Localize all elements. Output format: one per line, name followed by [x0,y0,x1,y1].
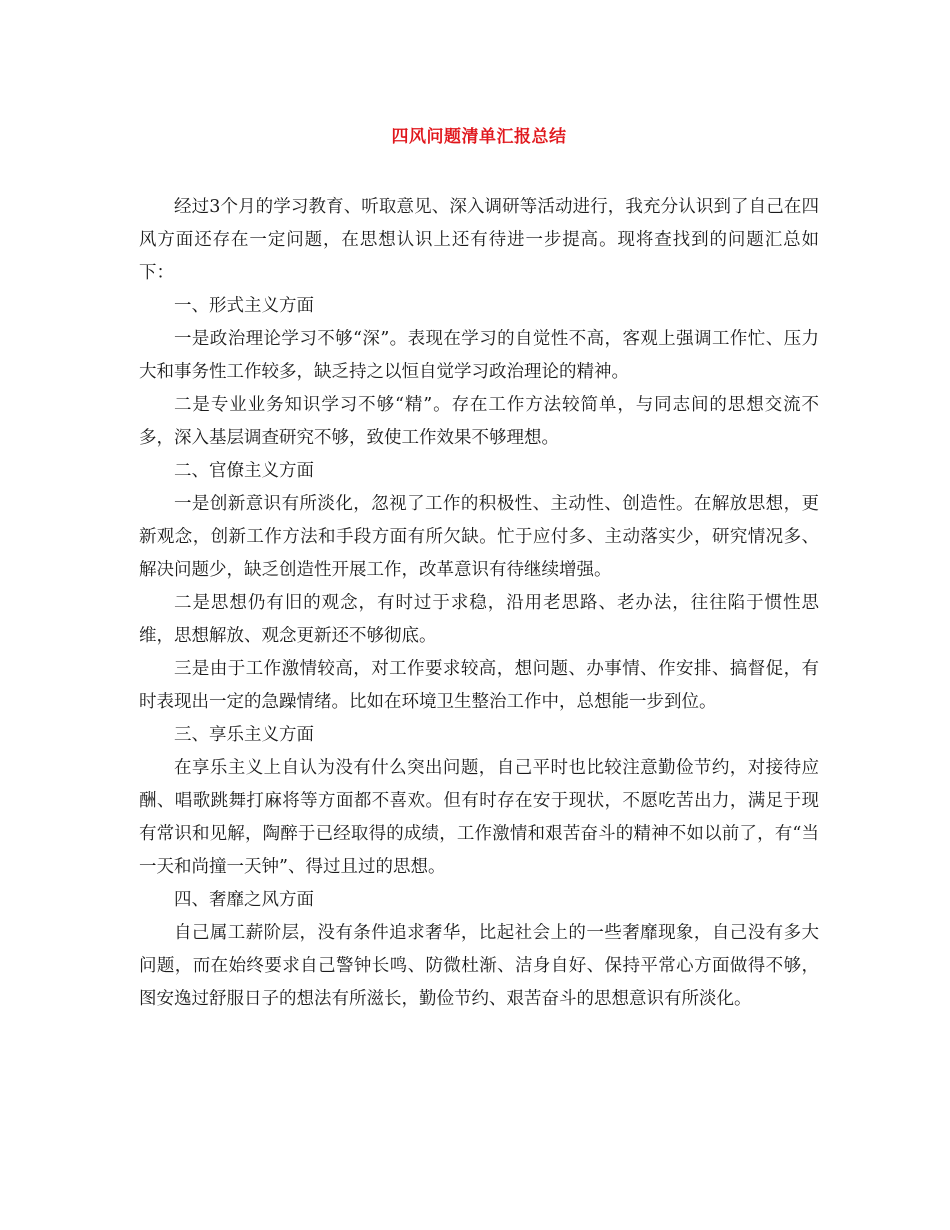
section-heading-extravagance: 四、奢靡之风方面 [174,890,314,910]
section-heading-hedonism: 三、享乐主义方面 [174,725,314,745]
document-body [139,191,819,1016]
intro-paragraph: 经过3个月的学习教育、听取意见、深入调研等活动进行，我充分认识到了自己在四风方面还存在一定问题，在思想认识上还有待进一步提高。现将查找到的问题汇总如下： [139,197,819,283]
paragraph: 一是创新意识有所淡化，忽视了工作的积极性、主动性、创造性。在解放思想，更新观念，创新工作方法和手段方面有所欠缺。忙于应付多、主动落实少，研究情况多、解决问题少，缺乏创造性开展工作，改革意识有待继续增强。 [139,494,819,580]
paragraph: 自己属工薪阶层，没有条件追求奢华，比起社会上的一些奢靡现象，自己没有多大问题，而在始终要求自己警钟长鸣、防微杜渐、洁身自好、保持平常心方面做得不够，图安逸过舒服日子的想法有所滋长，勤俭节约、艰苦奋斗的思想意识有所淡化。 [139,923,819,1009]
paragraph: 二是专业业务知识学习不够“精”。存在工作方法较简单，与同志间的思想交流不多，深入基层调查研究不够，致使工作效果不够理想。 [139,395,819,448]
paragraph: 一是政治理论学习不够“深”。表现在学习的自觉性不高，客观上强调工作忙、压力大和事务性工作较多，缺乏持之以恒自觉学习政治理论的精神。 [139,329,819,382]
document-title: 四风问题清单汇报总结 [391,127,567,147]
paragraph: 三是由于工作激情较高，对工作要求较高，想问题、办事情、作安排、搞督促，有时表现出一定的急躁情绪。比如在环境卫生整治工作中，总想能一步到位。 [139,659,819,712]
section-heading-formalism: 一、形式主义方面 [174,296,314,316]
section-heading-bureaucracy: 二、官僚主义方面 [174,461,314,481]
paragraph: 在享乐主义上自认为没有什么突出问题，自己平时也比较注意勤俭节约，对接待应酬、唱歌跳舞打麻将等方面都不喜欢。但有时存在安于现状，不愿吃苦出力，满足于现有常识和见解，陶醉于已经取得的成绩，工作激情和艰苦奋斗的精神不如以前了，有“当一天和尚撞一天钟”、得过且过的思想。 [139,758,819,877]
paragraph: 二是思想仍有旧的观念，有时过于求稳，沿用老思路、老办法，往往陷于惯性思维，思想解放、观念更新还不够彻底。 [139,593,819,646]
